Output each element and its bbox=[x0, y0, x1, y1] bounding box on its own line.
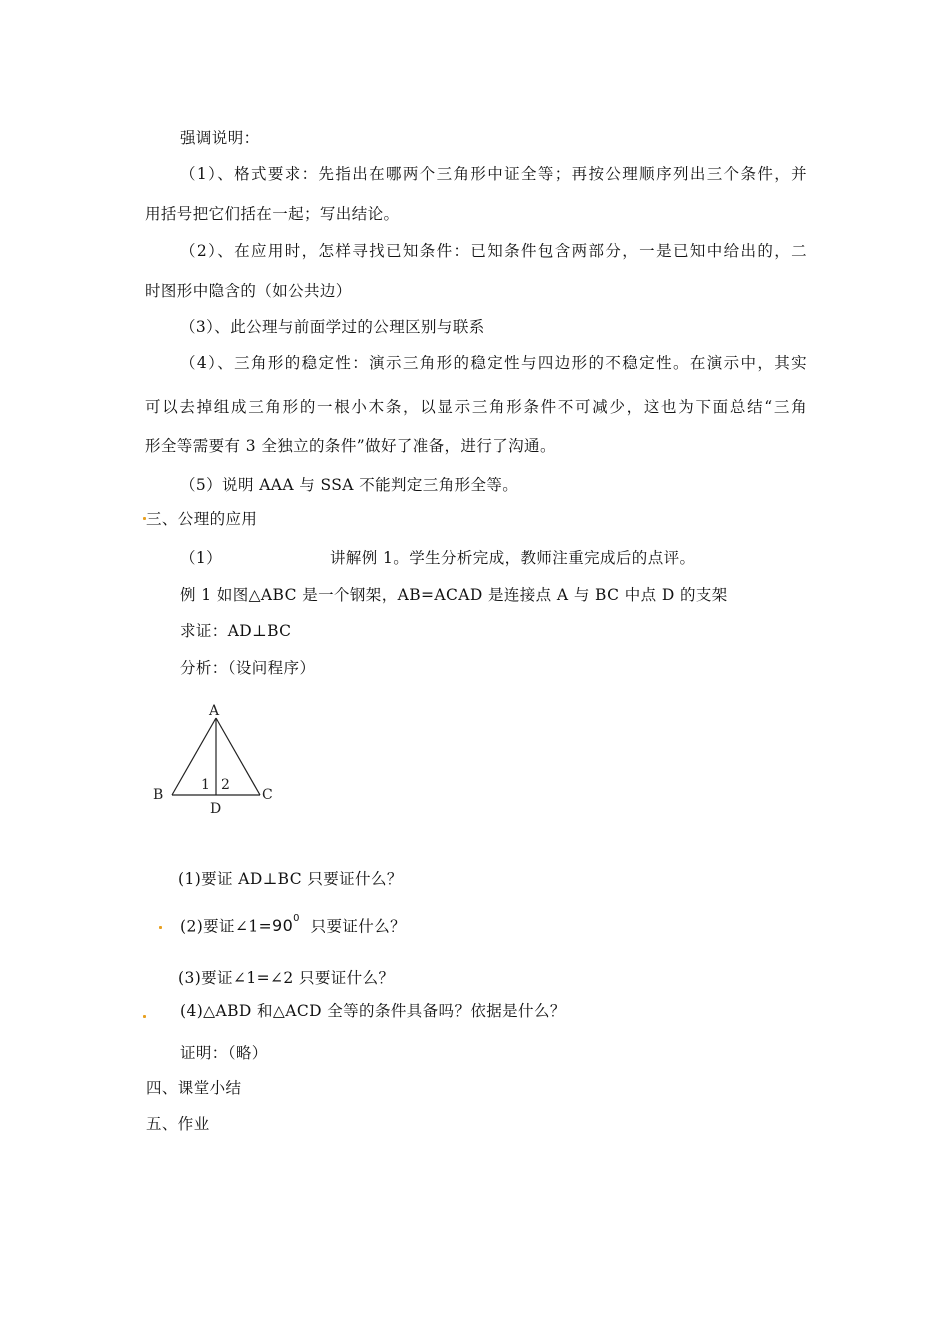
paragraph-line: （5）说明 AAA 与 SSA 不能判定三角形全等。 bbox=[180, 476, 519, 494]
vertex-label-d: D bbox=[210, 801, 222, 817]
paragraph-line: 用括号把它们括在一起；写出结论。 bbox=[145, 205, 400, 223]
vertex-label-c: C bbox=[262, 787, 273, 803]
question-2-prefix: (2)要证∠1= bbox=[180, 917, 272, 936]
vertex-label-b: B bbox=[153, 787, 164, 803]
angle-value bbox=[272, 913, 300, 936]
paragraph-line: （1）、格式要求：先指出在哪两个三角形中证全等；再按公理顺序列出三个条件，并 bbox=[180, 165, 807, 183]
paragraph-line: 形全等需要有 3 全独立的条件”做好了准备，进行了沟通。 bbox=[145, 437, 556, 455]
angle-label-2: 2 bbox=[221, 777, 230, 793]
paragraph-line: （2）、在应用时，怎样寻找已知条件：已知条件包含两部分，一是已知中给出的，二 bbox=[180, 242, 807, 260]
revision-marker bbox=[159, 926, 162, 929]
question-2 bbox=[180, 913, 406, 936]
question-4: (4)△ABD 和△ACD 全等的条件具备吗？依据是什么？ bbox=[180, 1002, 566, 1020]
revision-marker bbox=[143, 1015, 146, 1018]
paragraph-line: 讲解例 1。学生分析完成，教师注重完成后的点评。 bbox=[330, 549, 696, 567]
degree-superscript: 0 bbox=[293, 913, 300, 924]
question-2-suffix: 只要证什么？ bbox=[310, 917, 406, 936]
angle-label-1: 1 bbox=[201, 777, 210, 793]
section-heading: 五、作业 bbox=[146, 1115, 210, 1133]
paragraph-line: （4）、三角形的稳定性：演示三角形的稳定性与四边形的不稳定性。在演示中，其实 bbox=[180, 354, 807, 372]
paragraph-line: 可以去掉组成三角形的一根小木条，以显示三角形条件不可减少，这也为下面总结“三角 bbox=[145, 398, 807, 416]
triangle-figure bbox=[148, 700, 278, 820]
vertex-label-a: A bbox=[209, 703, 220, 719]
paragraph-line: 时图形中隐含的（如公共边） bbox=[145, 282, 352, 300]
example-statement: 例 1 如图△ABC 是一个钢架，AB=ACAD 是连接点 A 与 BC 中点 D 的支架 bbox=[180, 586, 728, 604]
angle-value-number: 90 bbox=[272, 916, 294, 936]
paragraph-line: （1） bbox=[180, 549, 223, 567]
question-3: (3)要证∠1=∠2 只要证什么？ bbox=[178, 969, 395, 987]
analysis-label: 分析：（设问程序） bbox=[180, 659, 316, 677]
proof-label: 证明：（略） bbox=[180, 1044, 268, 1062]
prove-statement: 求证：AD⊥BC bbox=[180, 622, 292, 640]
paragraph-line: （3）、此公理与前面学过的公理区别与联系 bbox=[180, 318, 485, 336]
section-heading: 四、课堂小结 bbox=[146, 1079, 242, 1097]
question-1: (1)要证 AD⊥BC 只要证什么？ bbox=[178, 870, 403, 888]
section-heading: 三、公理的应用 bbox=[146, 510, 258, 528]
emphasis-heading: 强调说明： bbox=[180, 129, 260, 147]
